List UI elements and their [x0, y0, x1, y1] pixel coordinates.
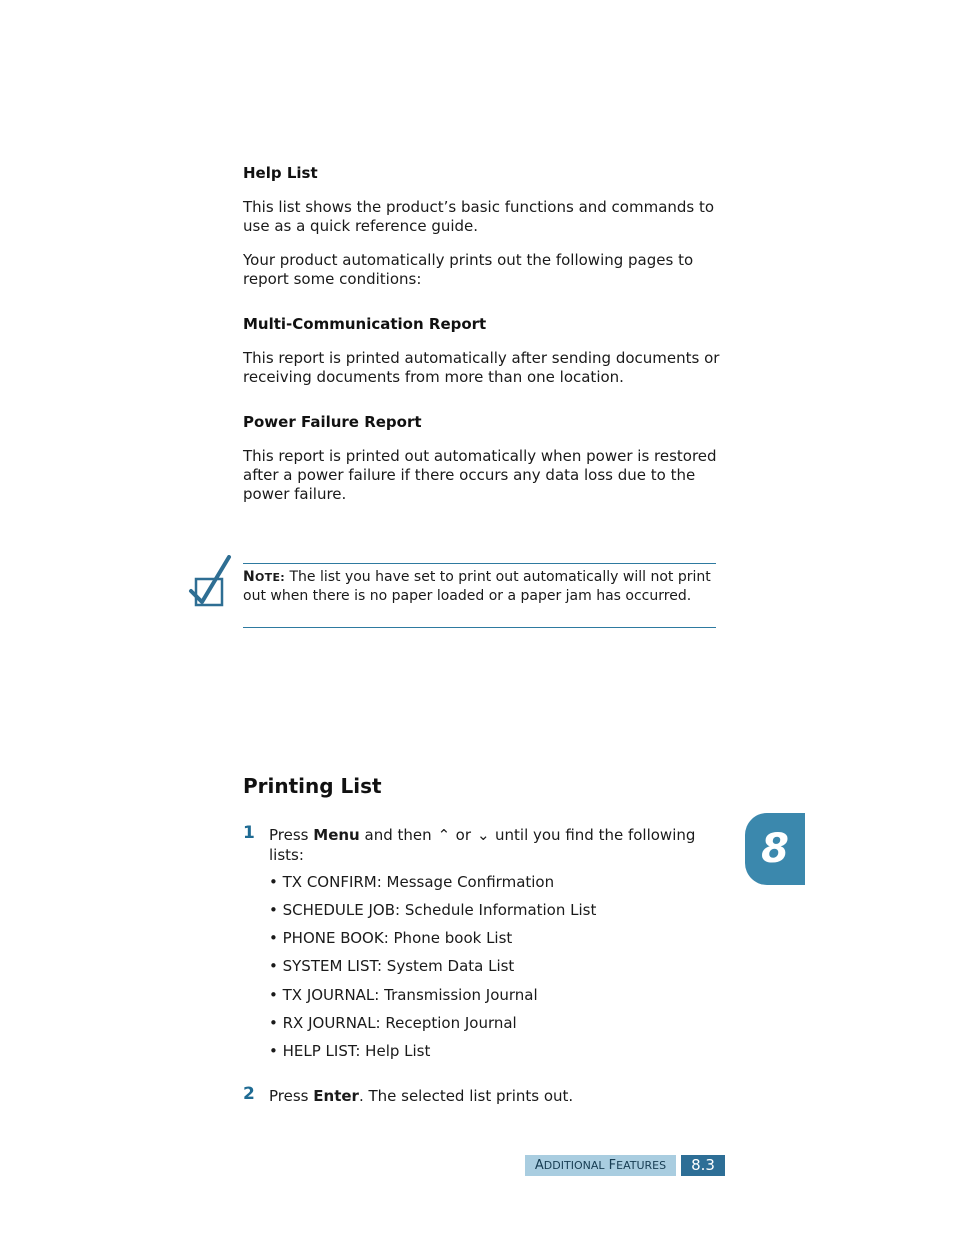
help-list-heading: Help List: [243, 164, 318, 182]
footer-section-label: ADDITIONAL FEATURES: [525, 1155, 676, 1176]
list-item: • PHONE BOOK: Phone book List: [269, 929, 513, 947]
chapter-tab: 8: [745, 813, 805, 885]
footer-page-number: 8.3: [681, 1155, 725, 1176]
printing-list-heading: Printing List: [243, 774, 382, 798]
step-1-number: 1: [243, 823, 255, 843]
note-bottom-rule: [243, 627, 716, 628]
step-2-text: Press Enter. The selected list prints out.: [269, 1087, 574, 1105]
step-1-text: Press Menu and then ⌃ or ⌄ until you find the following lists:: [269, 826, 696, 864]
power-failure-report-paragraph: This report is printed out automatically when power is restored after a power failure if there occurs any data loss due to the power failure.: [243, 447, 717, 503]
enter-key: Enter: [313, 1087, 359, 1105]
list-item: • HELP LIST: Help List: [269, 1042, 431, 1060]
list-item: • SCHEDULE JOB: Schedule Information List: [269, 901, 597, 919]
step-2-number: 2: [243, 1084, 255, 1104]
list-item: • RX JOURNAL: Reception Journal: [269, 1014, 517, 1032]
list-item: • TX CONFIRM: Message Confirmation: [269, 873, 555, 891]
checkmark-note-icon: [188, 555, 232, 607]
up-arrow-icon: ⌃: [437, 826, 451, 844]
power-failure-report-heading: Power Failure Report: [243, 413, 422, 431]
note-top-rule: [243, 563, 716, 564]
help-list-paragraph-2: Your product automatically prints out the following pages to report some conditions:: [243, 251, 694, 288]
multi-communication-report-heading: Multi-Communication Report: [243, 315, 487, 333]
list-item: • TX JOURNAL: Transmission Journal: [269, 986, 538, 1004]
note-body: The list you have set to print out automatically will not print out when there is no paper loaded or a paper jam has occurred.: [243, 569, 711, 604]
note-label: NOTE:: [243, 569, 285, 585]
help-list-paragraph-1: This list shows the product’s basic functions and commands to use as a quick reference guide.: [243, 198, 715, 235]
menu-key: Menu: [313, 826, 360, 844]
down-arrow-icon: ⌄: [477, 826, 490, 844]
note-text: [243, 568, 713, 605]
multi-communication-report-paragraph: This report is printed automatically after sending documents or receiving documents from more than one location.: [243, 349, 720, 386]
list-item: • SYSTEM LIST: System Data List: [269, 957, 515, 975]
